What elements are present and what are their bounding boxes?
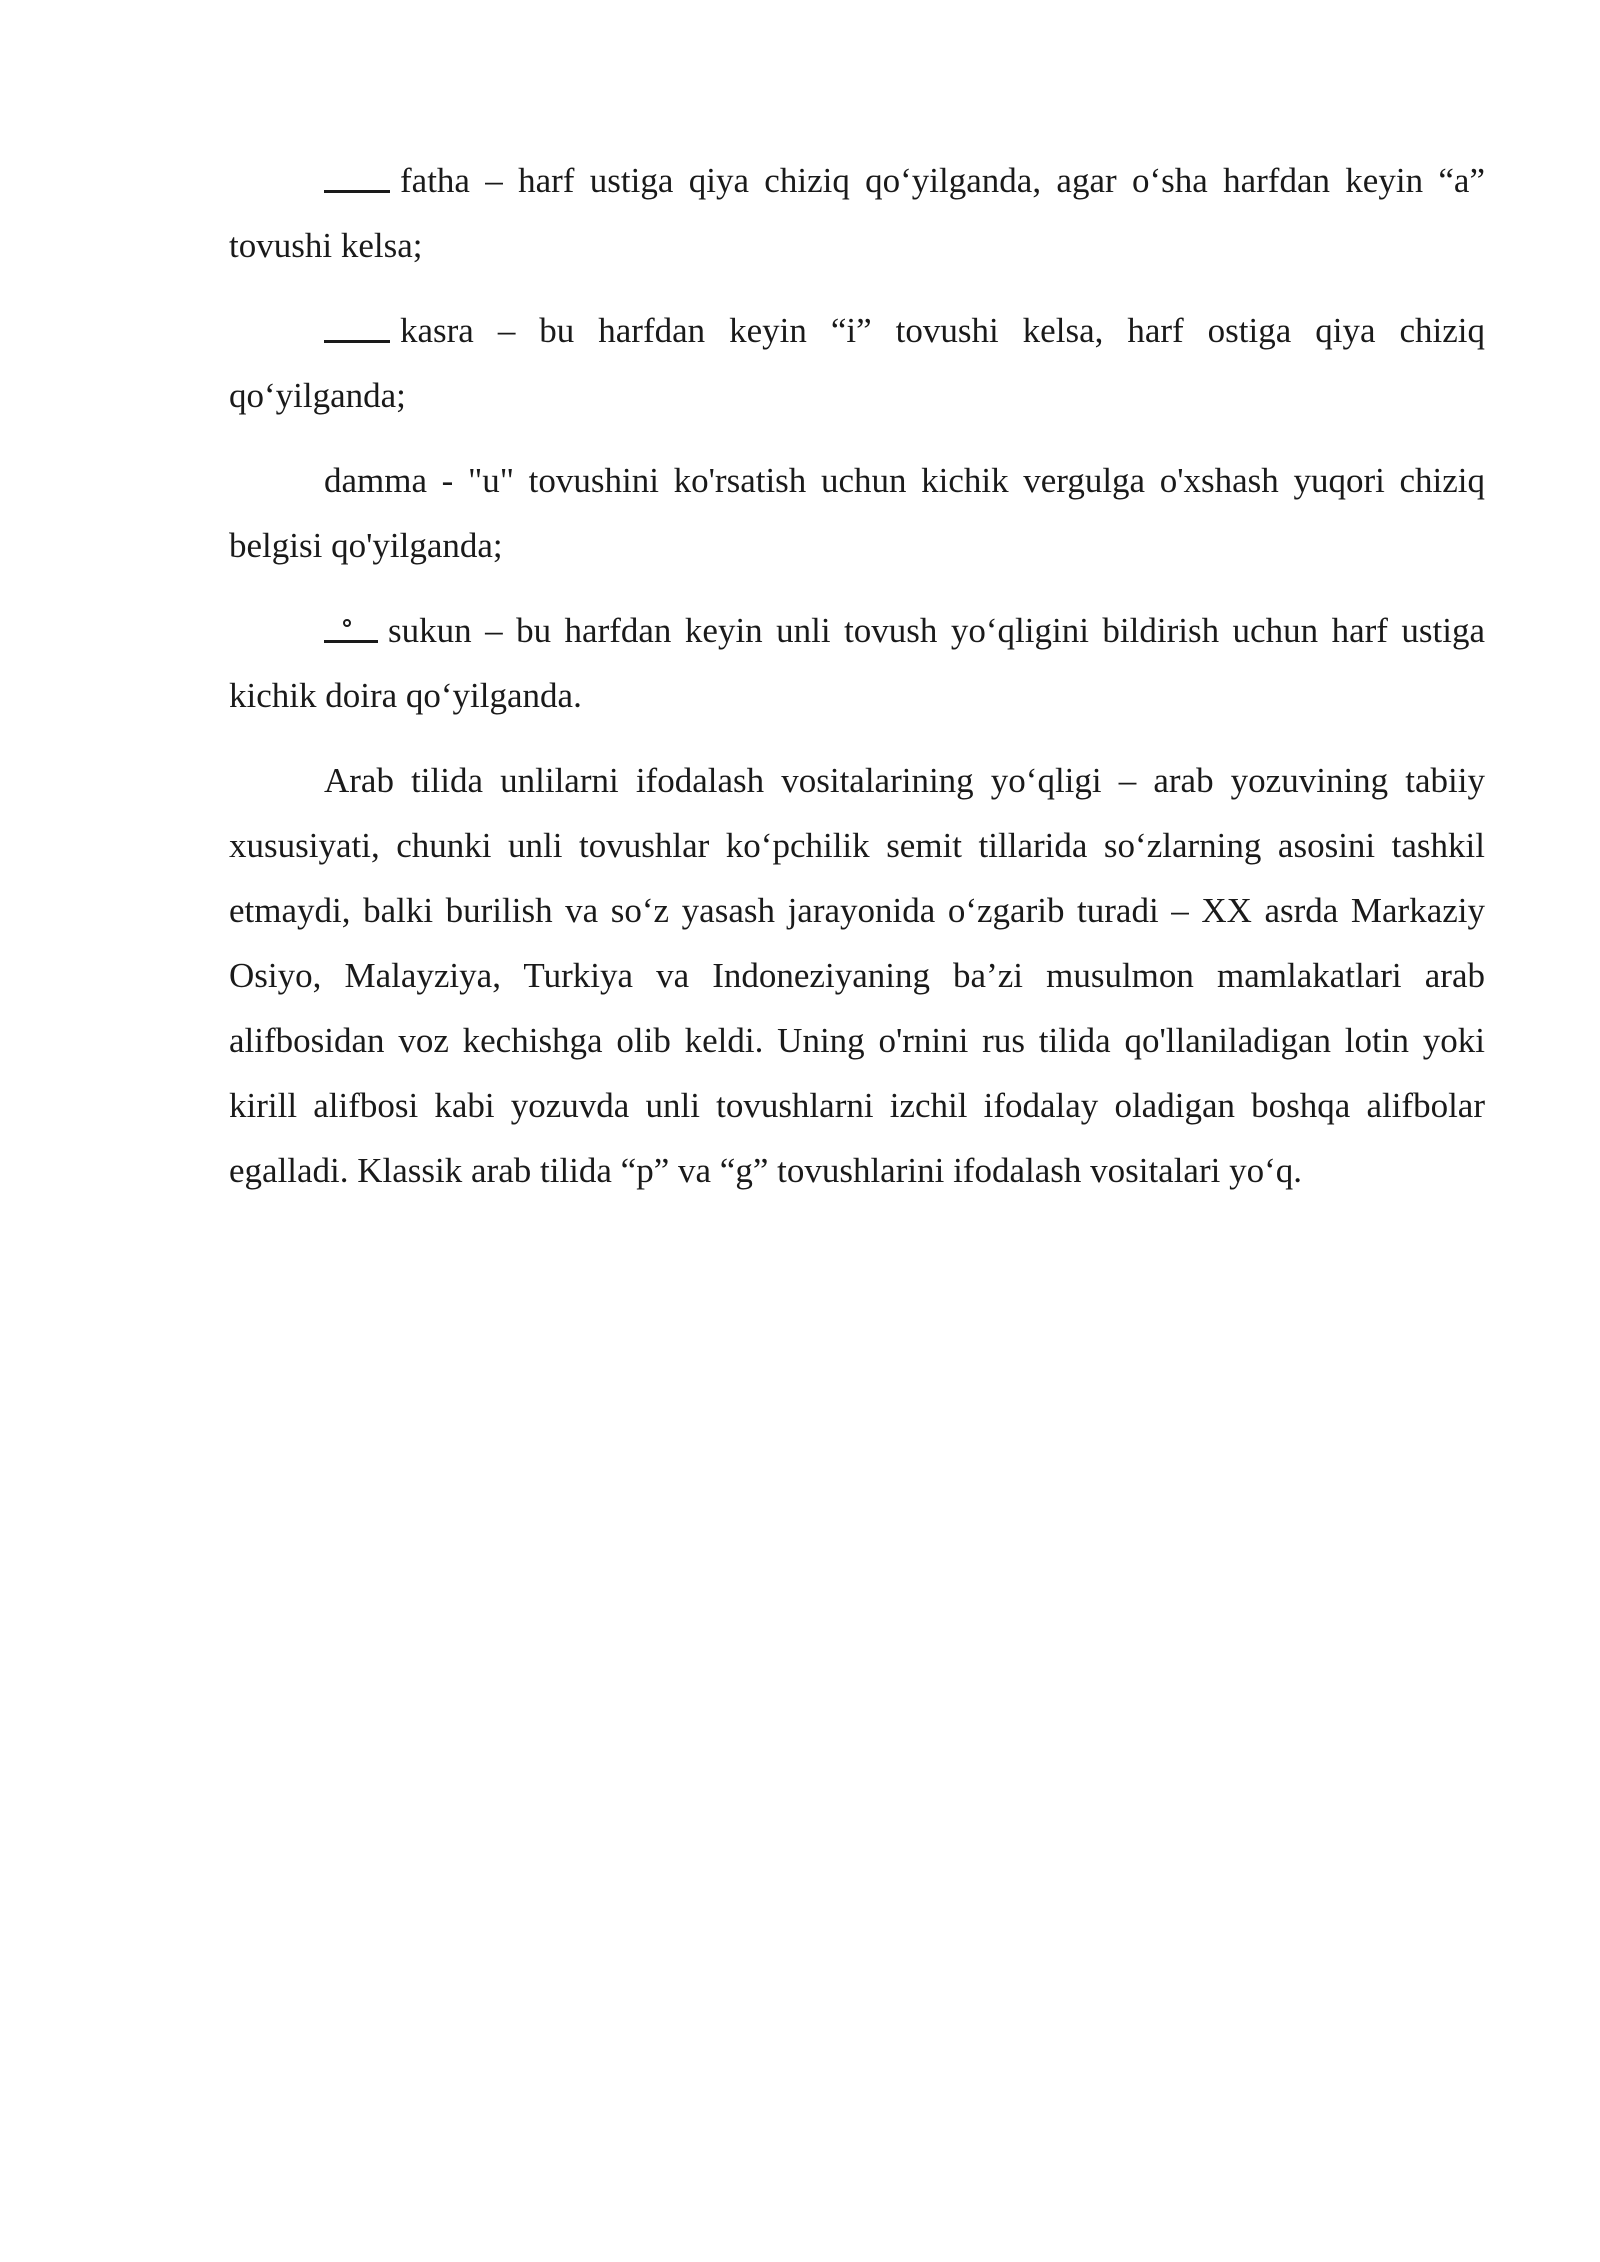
underline-blank-icon: [324, 162, 390, 192]
sukun-circle-icon: [324, 612, 378, 642]
paragraph-fatha-text: fatha – harf ustiga qiya chiziq qo‘yilganda, agar o‘sha harfdan keyin “a” tovushi kelsa;: [229, 161, 1485, 265]
paragraph-damma: [229, 448, 1485, 578]
underline-blank-icon: [324, 312, 390, 342]
paragraph-fatha: [229, 148, 1485, 278]
paragraph-arab-alphabet-text: Arab tilida unlilarni ifodalash vositalarining yo‘qligi – arab yozuvining tabiiy xususiyati, chunki unli tovushlar ko‘pchilik semit tillarida so‘zlarning asosini tashkil etmaydi, balki burilish va so‘z yasash jarayonida o‘zgarib turadi – XX asrda Markaziy Osiyo, Malayziya, Turkiya va Indoneziyaning ba’zi musulmon mamlakatlari arab alifbosidan voz kechishga olib keldi. Uning o'rnini rus tilida qo'llaniladigan lotin yoki kirill alifbosi kabi yozuvda unli tovushlarni izchil ifodalay oladigan boshqa alifbolar egalladi. Klassik arab tilida “p” va “g” tovushlarini ifodalash vositalari yo‘q.: [229, 761, 1485, 1190]
paragraph-damma-text: damma - "u" tovushini ko'rsatish uchun kichik vergulga o'xshash yuqori chiziq belgisi qo'yilganda;: [229, 461, 1485, 565]
paragraph-arab-alphabet: [229, 748, 1485, 1203]
document-body: [229, 148, 1485, 1223]
paragraph-sukun: [229, 598, 1485, 728]
paragraph-kasra: [229, 298, 1485, 428]
paragraph-sukun-text: sukun – bu harfdan keyin unli tovush yo‘qligini bildirish uchun harf ustiga kichik doira qo‘yilganda.: [229, 611, 1485, 715]
paragraph-kasra-text: kasra – bu harfdan keyin “i” tovushi kelsa, harf ostiga qiya chiziq qo‘yilganda;: [229, 311, 1485, 415]
